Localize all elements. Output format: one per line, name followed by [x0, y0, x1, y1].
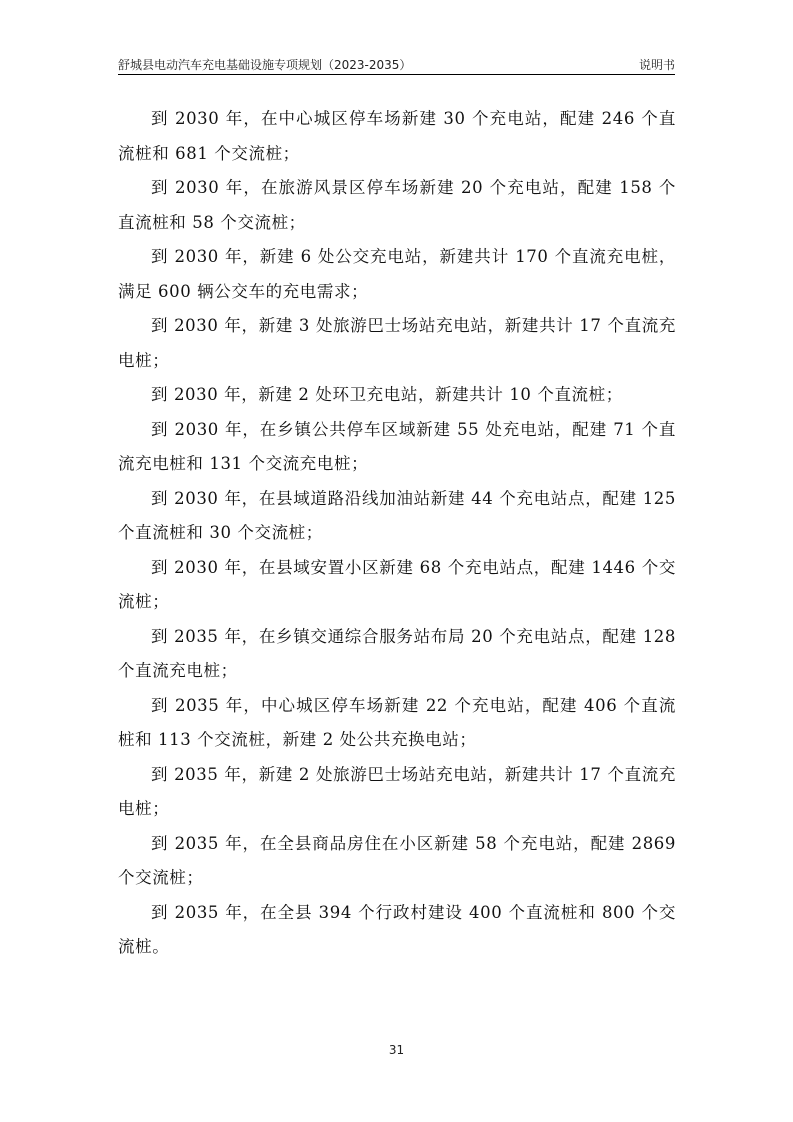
page-number: 31 — [388, 1043, 405, 1057]
paragraph: 到 2030 年，在旅游风景区停车场新建 20 个充电站，配建 158 个直流桩和 58 个交流桩； — [118, 178, 676, 232]
document-body — [118, 102, 676, 965]
paragraph: 到 2035 年，在全县商品房住在小区新建 58 个充电站，配建 2869 个交流桩； — [118, 833, 676, 887]
page-header — [118, 52, 675, 75]
section-label: 说明书 — [638, 58, 675, 72]
paragraph: 到 2030 年，在县域道路沿线加油站新建 44 个充电站点，配建 125 个直流桩和 30 个交流桩； — [118, 488, 676, 542]
paragraph: 到 2030 年，在乡镇公共停车区域新建 55 处充电站，配建 71 个直流充电桩和 131 个交流充电桩； — [118, 419, 676, 473]
paragraph: 到 2035 年，在全县 394 个行政村建设 400 个直流桩和 800 个交流桩。 — [118, 902, 676, 956]
paragraph: 到 2035 年，新建 2 处旅游巴士场站充电站，新建共计 17 个直流充电桩； — [118, 764, 676, 818]
paragraph: 到 2030 年，在中心城区停车场新建 30 个充电站，配建 246 个直流桩和 681 个交流桩； — [118, 109, 676, 163]
paragraph: 到 2030 年，新建 3 处旅游巴士场站充电站，新建共计 17 个直流充电桩； — [118, 316, 676, 370]
paragraph: 到 2030 年，在县域安置小区新建 68 个充电站点，配建 1446 个交流桩； — [118, 557, 676, 611]
paragraph: 到 2035 年，中心城区停车场新建 22 个充电站，配建 406 个直流桩和 113 个交流桩，新建 2 处公共充换电站； — [118, 695, 676, 749]
document-title: 舒城县电动汽车充电基础设施专项规划（2023-2035） — [118, 58, 412, 72]
paragraph: 到 2030 年，新建 6 处公交充电站，新建共计 170 个直流充电桩，满足 600 辆公交车的充电需求； — [118, 247, 676, 301]
paragraph: 到 2030 年，新建 2 处环卫充电站，新建共计 10 个直流桩； — [151, 385, 623, 404]
paragraph: 到 2035 年，在乡镇交通综合服务站布局 20 个充电站点，配建 128 个直流充电桩； — [118, 626, 676, 680]
